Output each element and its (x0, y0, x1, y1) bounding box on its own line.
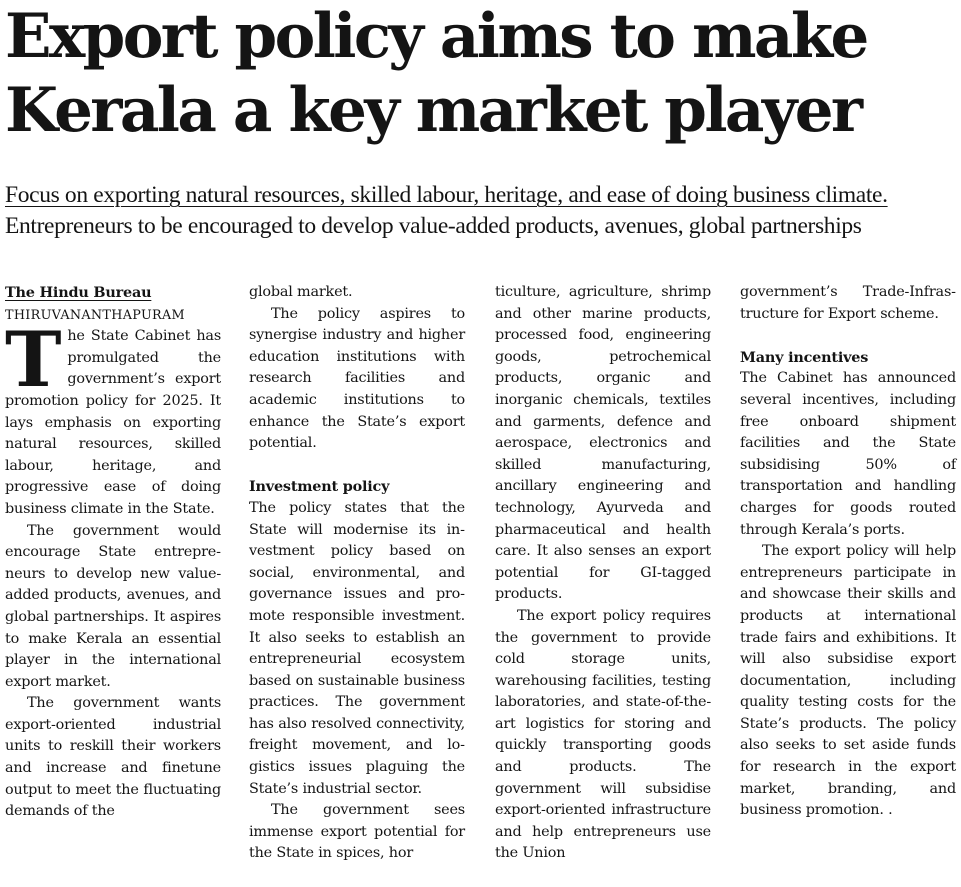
deck-line-2: Entrepreneurs to be encouraged to develop value-added products, avenues, global partnerships (5, 213, 862, 239)
paragraph: ticulture, agriculture, shrimp and other marine products, processed food, engineering goods, petrochemical products, organic and inorganic chemicals, textiles and garments, defence and aerospace, electronics and skilled manufacturing, ancillary engineering and technology, Ayurveda and pharmaceutical and health care. It also senses an export potential for GI-tagged products. (495, 284, 711, 603)
paragraph: global market. (249, 284, 353, 300)
deck (5, 180, 955, 242)
paragraph: The Cabinet has announced several incentives, including free onboard shipment facilities and the State subsidising 50% of transportation and handling charges for goods routed through Kerala’s ports. (740, 370, 956, 538)
deck-line-1: Focus on exporting natural resources, skilled labour, heritage, and ease of doing business climate. (5, 182, 888, 208)
paragraph: The export policy will help entrepreneurs participate in and showcase their skills and products at international trade fairs and exhibitions. It will also subsidise export documentation, including quality testing costs for the State’s products. The policy also seeks to set aside funds for research in the export market, branding, and business promotion. . (740, 543, 956, 819)
paragraph: government’s Trade-Infrastructure for Export scheme. (740, 284, 956, 322)
paragraph-text: he State Cabinet has promulgated the government’s export promotion policy for 2025. It lays emphasis on exporting natural resources, skilled labour, heritage, and progressive ease of doing business climate in the State. (5, 328, 221, 517)
paragraph: The export policy requires the government to provide cold storage units, warehousing facilities, testing laboratories, and state-of-the-art logistics for storing and quickly transporting goods and products. The government will subsidise export-oriented infrastructure and help entrepreneurs use the Union (495, 607, 711, 862)
paragraph: The government sees immense export potential for the State in spices, hor (249, 802, 465, 862)
article-column-4 (740, 282, 956, 822)
dateline: THIRUVANANTHAPURAM (5, 307, 185, 323)
paragraph: The policy states that the State will modernise its investment policy based on social, environmental, and governance issues and promote responsible investment. It also seeks to establish an entrepreneurial ecosystem based on sustainable business practices. The government has also resolved connectivity, freight movement, and logistics issues plaguing the State’s industrial sector. (249, 499, 465, 797)
article-column-1 (5, 282, 221, 823)
subhead-many-incentives: Many incentives (740, 348, 869, 366)
article-column-2 (249, 282, 465, 865)
paragraph: The government would encourage State entrepreneurs to develop new value-added products, avenues, and global partnerships. It aspires to make Kerala an essential player in the international export market. (5, 522, 221, 690)
paragraph: The policy aspires to synergise industry and higher education institutions with research facilities and academic institutions to enhance the State’s export potential. (249, 305, 465, 452)
article-column-3 (495, 282, 711, 865)
subhead-investment-policy: Investment policy (249, 478, 390, 496)
paragraph: The government wants export-oriented industrial units to reskill their workers and increase and finetune output to meet the fluctuating demands of the (5, 695, 221, 820)
byline: The Hindu Bureau (5, 284, 152, 301)
dropcap: T (5, 315, 62, 405)
headline: Export policy aims to make Kerala a key market player (5, 1, 867, 146)
